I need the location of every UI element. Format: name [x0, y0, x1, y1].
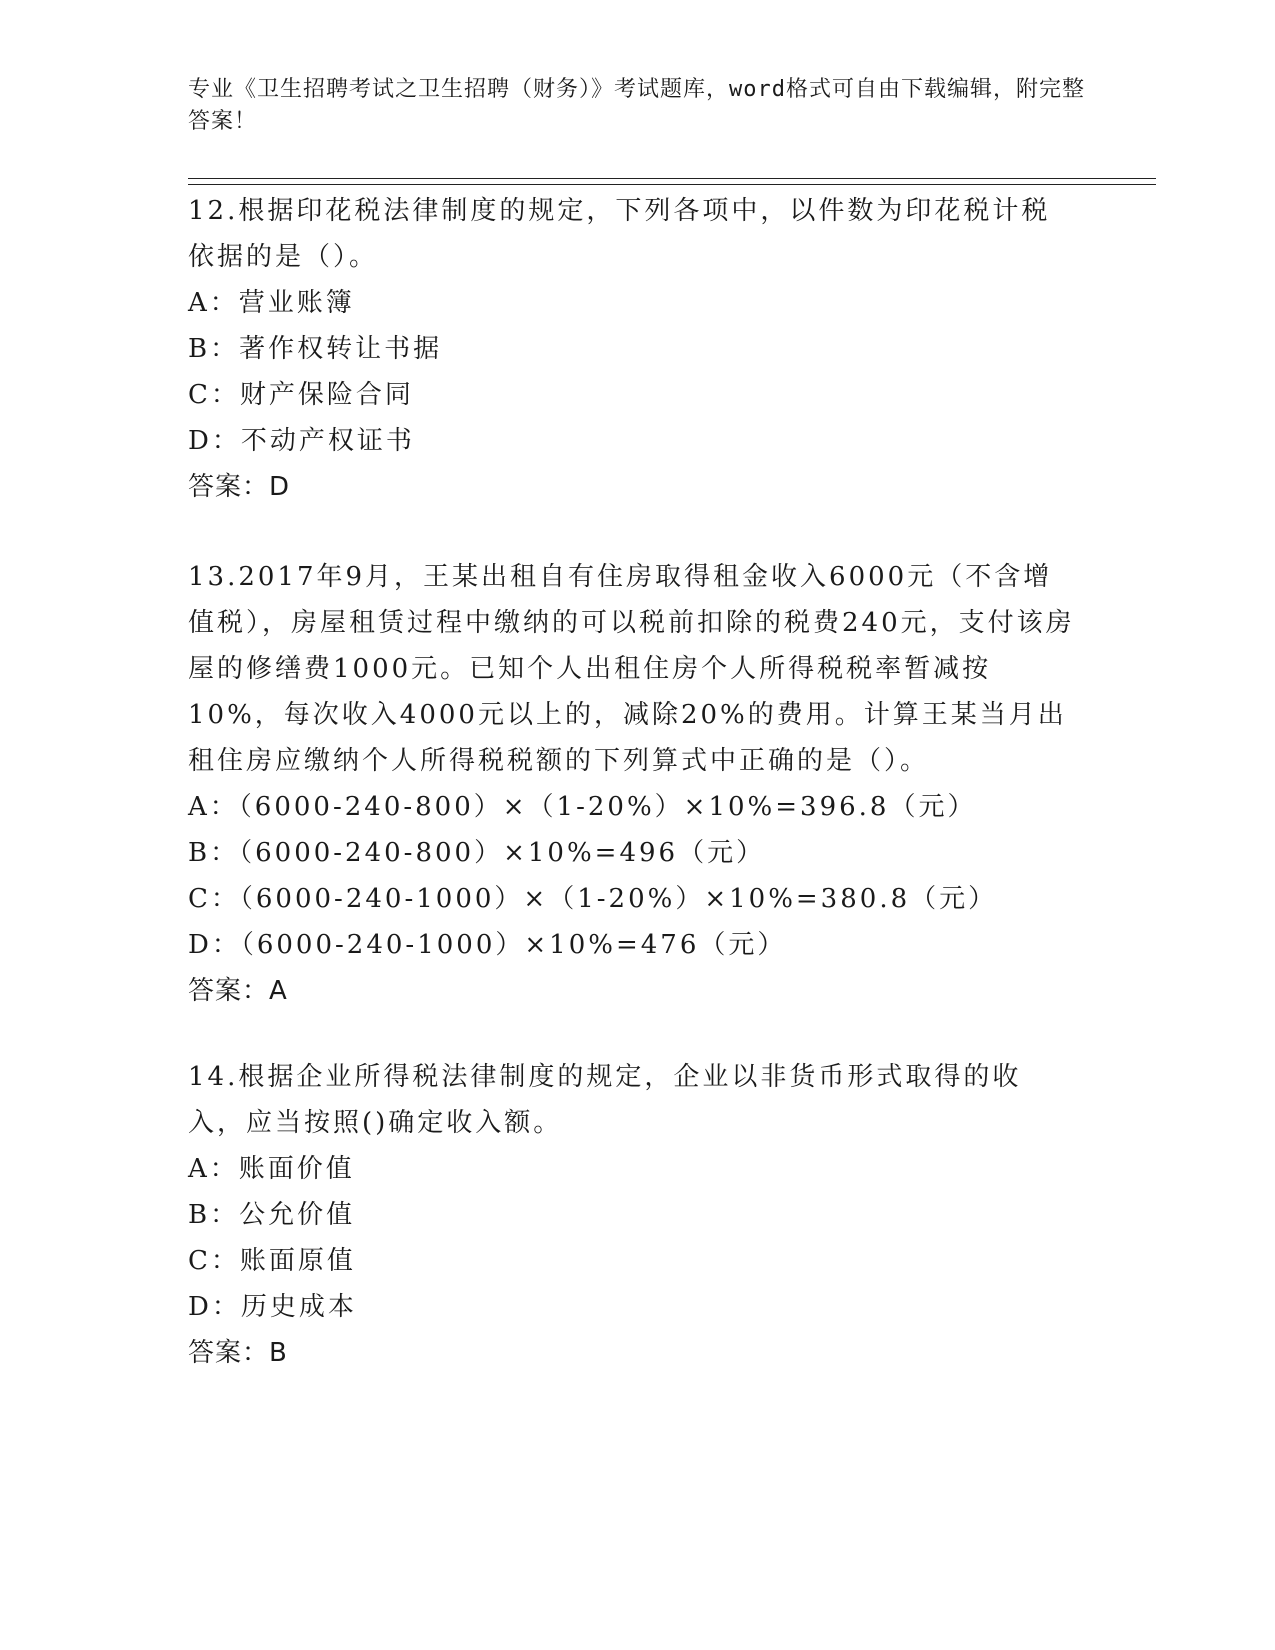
option-d: D：历史成本: [188, 1292, 357, 1322]
option-d: D：不动产权证书: [188, 426, 415, 456]
option-b: B：著作权转让书据: [188, 334, 443, 364]
header-divider-bottom: [188, 184, 1156, 185]
question-stem: 13.2017年9月，王某出租自有住房取得租金收入6000元（不含增值税），房屋租赁过程中缴纳的可以税前扣除的税费240元，支付该房屋的修缮费1000元。已知个人出租住房个人所得税税率暂减按10%，每次收入4000元以上的，减除20%的费用。计算王某当月出租住房应缴纳个人所得税税额的下列算式中正确的是（）。: [188, 562, 1075, 776]
answer-line: 答案：B: [188, 1338, 288, 1368]
document-header: 专业《卫生招聘考试之卫生招聘（财务）》考试题库，word格式可自由下载编辑，附完整答案！: [188, 77, 1085, 134]
option-b: B：（6000-240-800）×10%=496（元）: [188, 838, 766, 868]
option-c: C：（6000-240-1000）×（1-20%）×10%=380.8（元）: [188, 884, 998, 914]
option-b: B：公允价值: [188, 1200, 356, 1230]
question-12: [188, 188, 1078, 510]
option-c: C：账面原值: [188, 1246, 356, 1276]
option-a: A：（6000-240-800）×（1-20%）×10%=396.8（元）: [188, 792, 977, 822]
option-a: A：账面价值: [188, 1154, 355, 1184]
answer-line: 答案：A: [188, 976, 288, 1006]
header-divider-top: [188, 178, 1156, 179]
option-d: D：（6000-240-1000）×10%=476（元）: [188, 930, 787, 960]
answer-line: 答案：D: [188, 472, 291, 502]
option-c: C：财产保险合同: [188, 380, 414, 410]
option-a: A：营业账簿: [188, 288, 355, 318]
question-stem: 14.根据企业所得税法律制度的规定，企业以非货币形式取得的收入，应当按照()确定收入额。: [188, 1062, 1022, 1138]
question-14: [188, 1054, 1078, 1376]
question-stem: 12.根据印花税法律制度的规定，下列各项中，以件数为印花税计税依据的是（）。: [188, 196, 1051, 272]
question-13: [188, 554, 1078, 1014]
